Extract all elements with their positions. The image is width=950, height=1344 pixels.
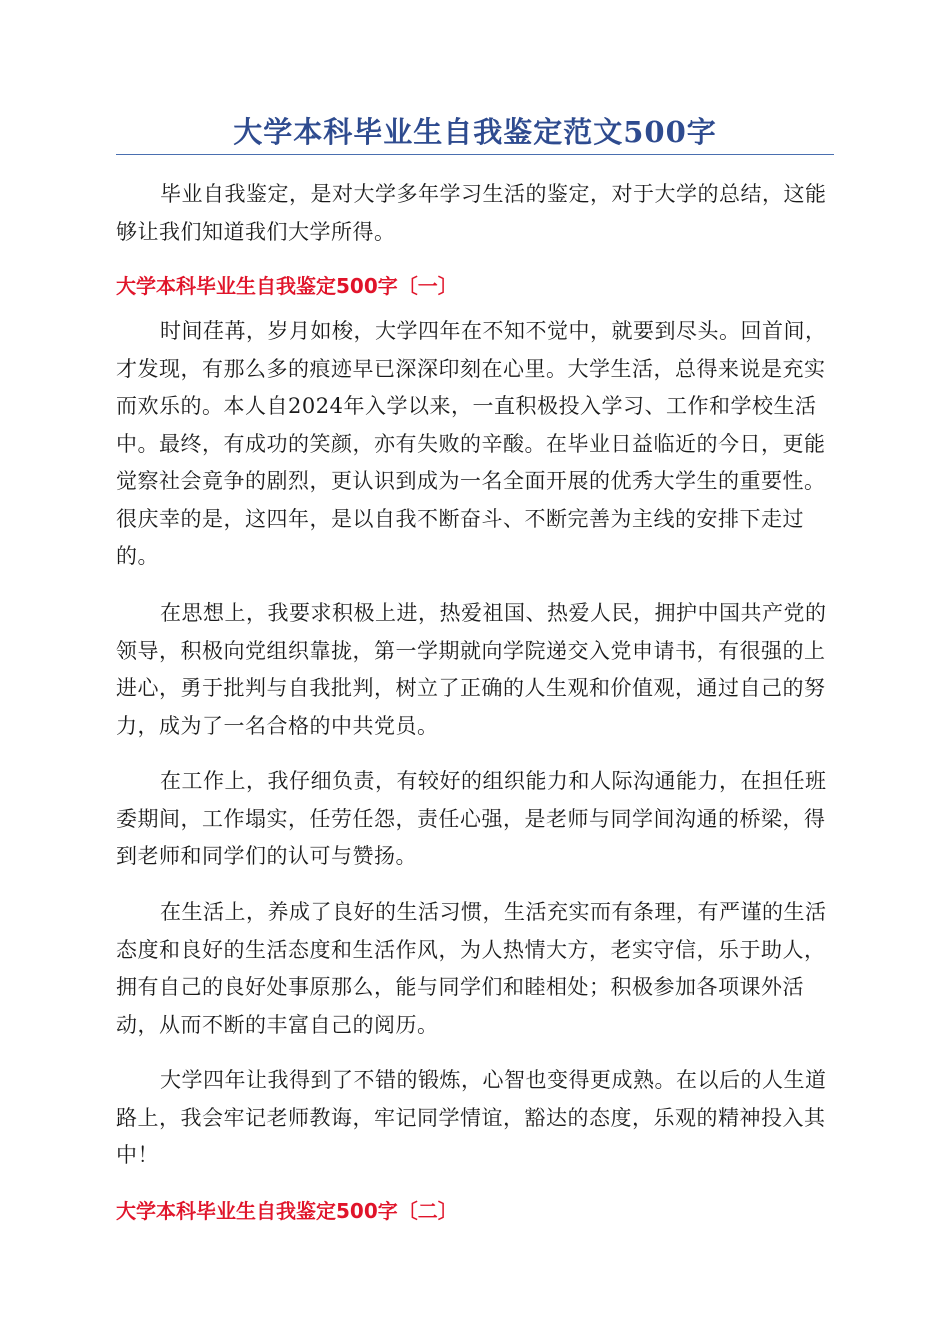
paragraph-3: 在工作上，我仔细负责，有较好的组织能力和人际沟通能力，在担任班委期间，工作塌实，任劳任怨，责任心强，是老师与同学间沟通的桥梁，得到老师和同学们的认可与赞扬。 bbox=[116, 769, 827, 868]
paragraph-5: 大学四年让我得到了不错的锻炼，心智也变得更成熟。在以后的人生道路上，我会牢记老师教诲，牢记同学情谊，豁达的态度，乐观的精神投入其中！ bbox=[116, 1068, 827, 1167]
section-heading-2: 大学本科毕业生自我鉴定500字〔二〕 bbox=[116, 1199, 458, 1223]
title-underline bbox=[116, 154, 834, 155]
paragraph-2: 在思想上，我要求积极上进，热爱祖国、热爱人民，拥护中国共产党的领导，积极向党组织靠拢，第一学期就向学院递交入党申请书，有很强的上进心，勇于批判与自我批判，树立了正确的人生观和价值观，通过自己的努力，成为了一名合格的中共党员。 bbox=[116, 601, 827, 738]
section-heading-1: 大学本科毕业生自我鉴定500字〔一〕 bbox=[116, 274, 458, 298]
intro-paragraph: 毕业自我鉴定，是对大学多年学习生活的鉴定，对于大学的总结，这能够让我们知道我们大学所得。 bbox=[116, 182, 827, 244]
paragraph-1: 时间荏苒，岁月如梭，大学四年在不知不觉中，就要到尽头。回首间，才发现，有那么多的痕迹早已深深印刻在心里。大学生活，总得来说是充实而欢乐的。本人自2024年入学以来，一直积极投入学习、工作和学校生活中。最终，有成功的笑颜，亦有失败的辛酸。在毕业日益临近的今日，更能觉察社会竟争的剧烈，更认识到成为一名全面开展的优秀大学生的重要性。很庆幸的是，这四年，是以自我不断奋斗、不断完善为主线的安排下走过的。 bbox=[116, 319, 827, 568]
document-title: 大学本科毕业生自我鉴定范文500字 bbox=[233, 115, 717, 149]
paragraph-4: 在生活上，养成了良好的生活习惯，生活充实而有条理，有严谨的生活态度和良好的生活态度和生活作风，为人热情大方，老实守信，乐于助人，拥有自己的良好处事原那么，能与同学们和睦相处；积极参加各项课外活动，从而不断的丰富自己的阅历。 bbox=[116, 900, 827, 1037]
